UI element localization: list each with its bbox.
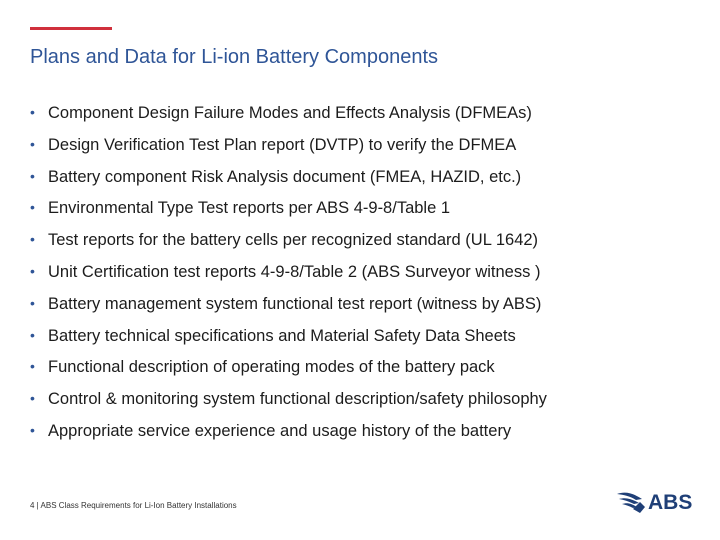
bullet-dot-icon: • bbox=[30, 294, 35, 311]
bullet-dot-icon: • bbox=[30, 167, 35, 184]
bullet-item bbox=[30, 104, 547, 136]
bullet-text: Functional description of operating modes of the battery pack bbox=[48, 358, 495, 377]
bullet-item bbox=[30, 390, 547, 422]
bullet-dot-icon: • bbox=[30, 326, 35, 343]
abs-eagle-logo-icon bbox=[616, 485, 646, 520]
bullet-text: Appropriate service experience and usage history of the battery bbox=[48, 421, 512, 440]
abs-logo-text: ABS bbox=[648, 490, 693, 514]
bullet-text: Battery technical specifications and Material Safety Data Sheets bbox=[48, 326, 516, 345]
bullet-item bbox=[30, 136, 547, 168]
bullet-dot-icon: • bbox=[30, 231, 35, 248]
abs-logo bbox=[616, 485, 692, 520]
bullet-dot-icon: • bbox=[30, 104, 35, 120]
bullet-item bbox=[30, 358, 547, 390]
slide-title: Plans and Data for Li-ion Battery Components bbox=[30, 46, 438, 68]
bullet-item bbox=[30, 231, 547, 263]
bullet-text: Control & monitoring system functional description/safety philosophy bbox=[48, 390, 547, 409]
bullet-item bbox=[30, 168, 547, 200]
bullet-text: Environmental Type Test reports per ABS 4-9-8/Table 1 bbox=[48, 199, 451, 218]
bullet-text: Unit Certification test reports 4-9-8/Table 2 (ABS Surveyor witness ) bbox=[48, 262, 541, 281]
bullet-item bbox=[30, 199, 547, 231]
bullet-text: Test reports for the battery cells per recognized standard (UL 1642) bbox=[48, 231, 539, 250]
bullet-item bbox=[30, 295, 547, 327]
bullet-dot-icon: • bbox=[30, 358, 35, 375]
bullet-dot-icon: • bbox=[30, 390, 35, 407]
bullet-text: Battery management system functional test report (witness by ABS) bbox=[48, 294, 542, 313]
bullet-text: Design Verification Test Plan report (DVTP) to verify the DFMEA bbox=[48, 135, 517, 154]
bullet-dot-icon: • bbox=[30, 421, 35, 438]
bullet-item bbox=[30, 327, 547, 359]
bullet-dot-icon: • bbox=[30, 135, 35, 152]
bullet-list bbox=[30, 104, 547, 454]
bullet-text: Battery component Risk Analysis document (FMEA, HAZID, etc.) bbox=[48, 167, 522, 186]
bullet-dot-icon: • bbox=[30, 262, 35, 279]
bullet-text: Component Design Failure Modes and Effects Analysis (DFMEAs) bbox=[48, 104, 532, 122]
bullet-dot-icon: • bbox=[30, 199, 35, 216]
slide-footer: 4 | ABS Class Requirements for Li-Ion Battery Installations bbox=[30, 501, 237, 510]
title-accent-bar bbox=[30, 27, 112, 30]
bullet-item bbox=[30, 263, 547, 295]
bullet-item bbox=[30, 422, 547, 454]
